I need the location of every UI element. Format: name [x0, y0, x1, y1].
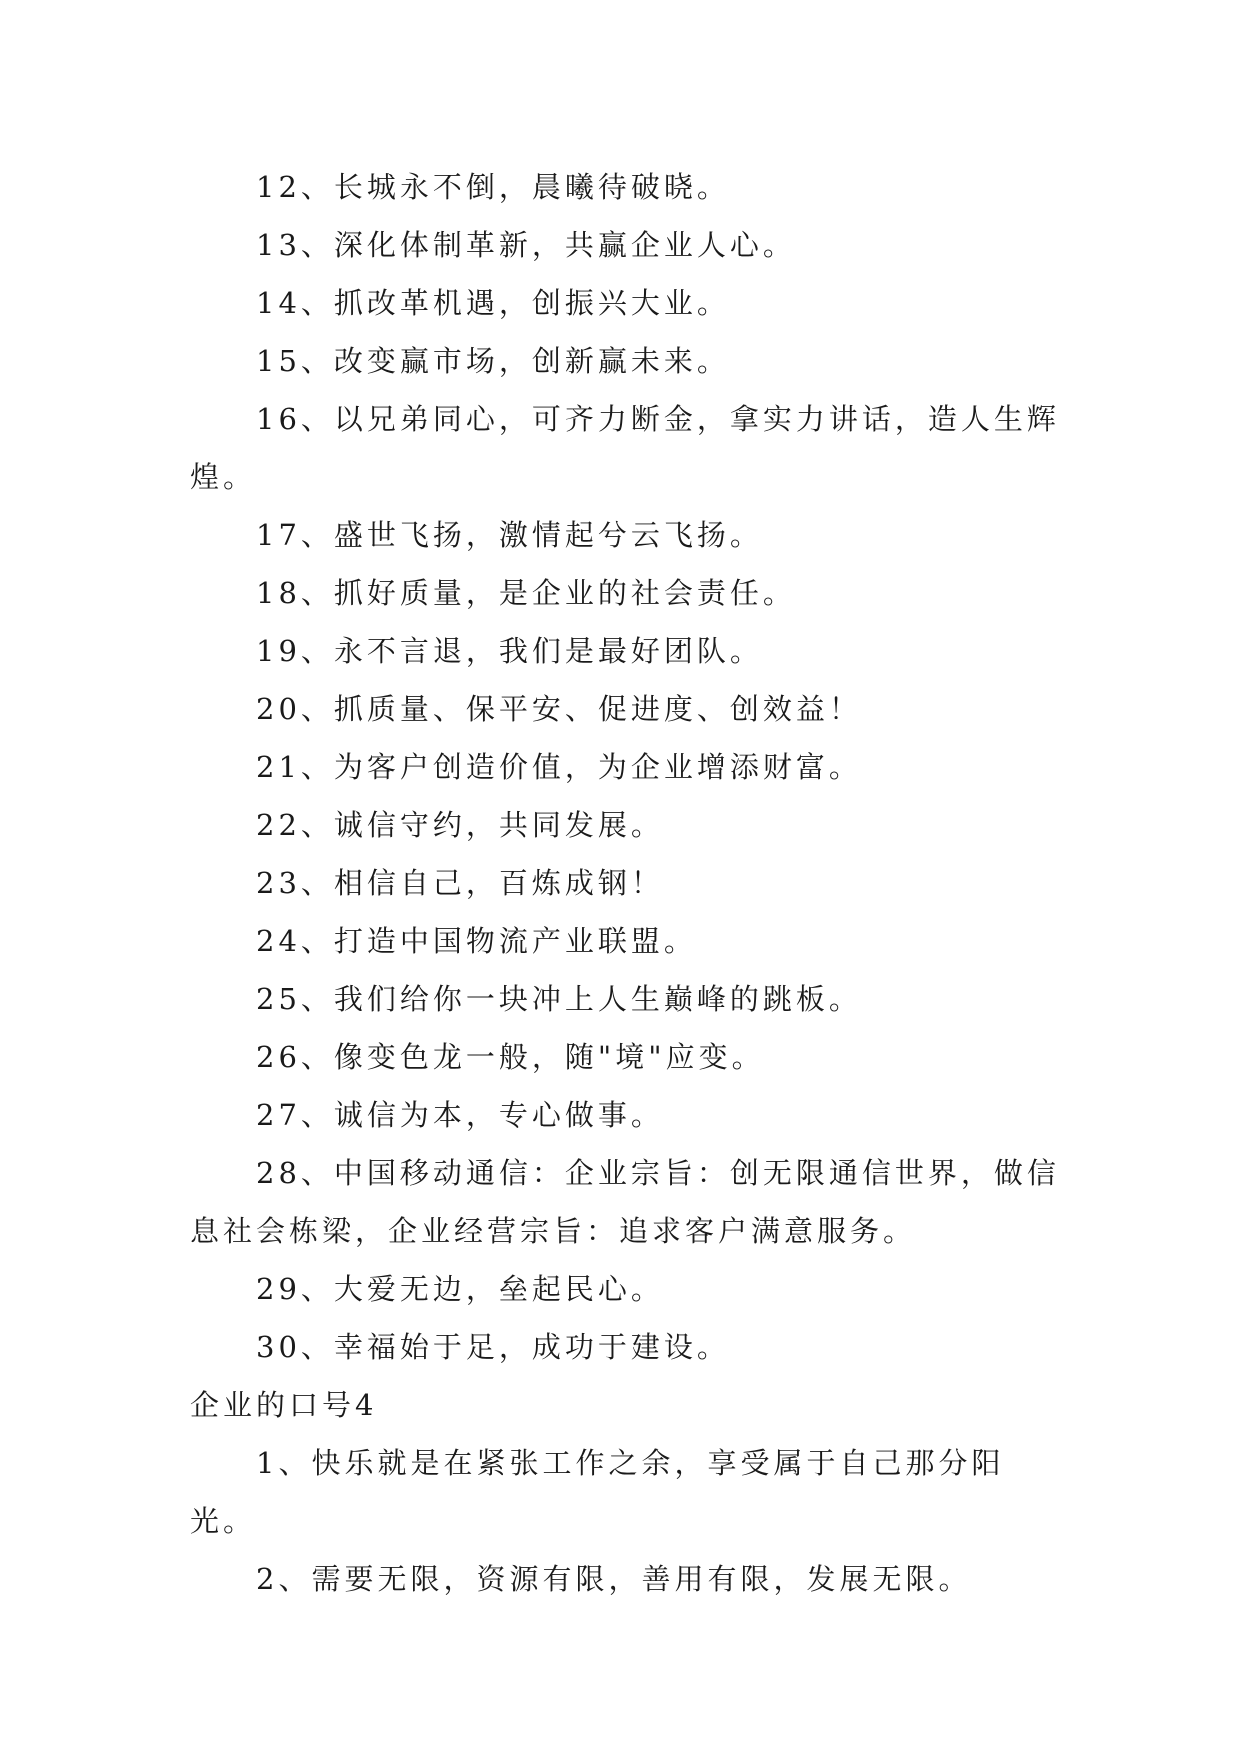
slogan-item: 25、我们给你一块冲上人生巅峰的跳板。 — [256, 982, 862, 1016]
slogan-item: 23、相信自己，百炼成钢！ — [256, 866, 664, 900]
slogan-item: 15、改变赢市场，创新赢未来。 — [256, 344, 730, 378]
slogan-item: 1、快乐就是在紧张工作之余，享受属于自己那分阳光。 — [190, 1446, 1005, 1538]
slogan-item: 26、像变色龙一般，随"境"应变。 — [256, 1040, 765, 1074]
slogan-item: 16、以兄弟同心，可齐力断金，拿实力讲话，造人生辉煌。 — [190, 402, 1060, 494]
slogan-item: 21、为客户创造价值，为企业增添财富。 — [256, 750, 862, 784]
slogan-item: 27、诚信为本，专心做事。 — [256, 1098, 664, 1132]
slogan-item: 28、中国移动通信：企业宗旨：创无限通信世界，做信息社会栋梁，企业经营宗旨：追求客户满意服务。 — [190, 1156, 1060, 1248]
section-heading: 企业的口号4 — [190, 1388, 378, 1422]
slogan-item: 14、抓改革机遇，创振兴大业。 — [256, 286, 730, 320]
document-body — [190, 158, 1060, 1608]
slogan-item: 17、盛世飞扬，激情起兮云飞扬。 — [256, 518, 763, 552]
slogan-item: 24、打造中国物流产业联盟。 — [256, 924, 697, 958]
slogan-item: 2、需要无限，资源有限，善用有限，发展无限。 — [256, 1562, 972, 1596]
slogan-item: 29、大爱无边，垒起民心。 — [256, 1272, 664, 1306]
slogan-item: 30、幸福始于足，成功于建设。 — [256, 1330, 730, 1364]
slogan-item: 18、抓好质量，是企业的社会责任。 — [256, 576, 796, 610]
slogan-item: 20、抓质量、保平安、促进度、创效益！ — [256, 692, 862, 726]
slogan-item: 12、长城永不倒，晨曦待破晓。 — [256, 170, 730, 204]
slogan-item: 19、永不言退，我们是最好团队。 — [256, 634, 763, 668]
slogan-item: 13、深化体制革新，共赢企业人心。 — [256, 228, 796, 262]
slogan-item: 22、诚信守约，共同发展。 — [256, 808, 664, 842]
